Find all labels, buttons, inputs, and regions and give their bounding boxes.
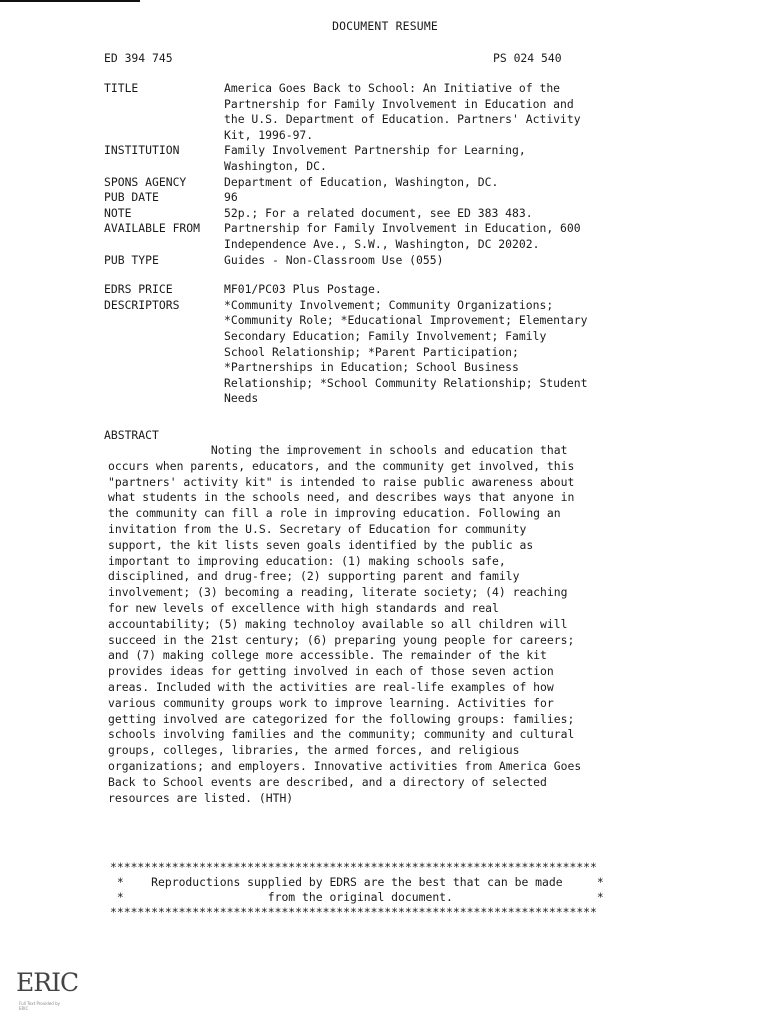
field-value-line: Needs	[224, 391, 259, 406]
field-value-line: Guides - Non-Classroom Use (055)	[224, 252, 444, 267]
metadata-field	[104, 190, 664, 206]
field-value	[224, 190, 664, 206]
field-label: TITLE	[104, 81, 139, 95]
field-value-line: Kit, 1996-97.	[224, 127, 314, 142]
eric-logo-tagline: Full Text Provided by ERIC	[19, 1001, 61, 1011]
abstract-line: "partners' activity kit" is intended to raise public awareness about	[108, 474, 575, 489]
field-value-line: Independence Ave., S.W., Washington, DC 20202.	[224, 236, 540, 251]
abstract-line: occurs when parents, educators, and the community get involved, this	[108, 458, 575, 473]
abstract-line: groups, colleges, libraries, the armed forces, and religious	[108, 743, 520, 758]
document-heading: DOCUMENT RESUME	[332, 19, 438, 33]
abstract-line: provides ideas for getting involved in each of those seven action	[108, 664, 554, 679]
field-label: SPONS AGENCY	[104, 174, 187, 189]
field-value-line: 52p.; For a related document, see ED 383 483.	[224, 205, 533, 220]
abstract-line: what students in the schools need, and describes ways that anyone in	[108, 490, 575, 505]
field-value	[224, 143, 664, 174]
field-value-line: Secondary Education; Family Involvement; Family	[224, 328, 547, 343]
metadata-field	[104, 175, 664, 191]
field-value	[224, 282, 664, 298]
abstract-line: schools involving families and the community; community and cultural	[108, 727, 575, 742]
abstract-line: succeed in the 21st century; (6) preparing young people for careers;	[108, 632, 575, 647]
field-value	[224, 298, 664, 407]
metadata-field	[104, 206, 664, 222]
notice-line: ***********************************************************************	[110, 905, 597, 919]
field-label: PUB DATE	[104, 190, 159, 205]
field-value-line: Partnership for Family Involvement in Education and	[224, 96, 574, 111]
abstract-line: disciplined, and drug-free; (2) supporting parent and family	[108, 569, 520, 584]
metadata-field	[104, 298, 664, 407]
abstract-line: involvement; (3) becoming a reading, literate society; (4) reaching	[108, 585, 568, 600]
field-value	[224, 221, 664, 252]
field-value-line: Family Involvement Partnership for Learning,	[224, 143, 526, 158]
field-label: EDRS PRICE	[104, 282, 173, 297]
field-value-line: Department of Education, Washington, DC.	[224, 174, 499, 189]
field-value-line: *Partnerships in Education; School Business	[224, 360, 519, 375]
metadata-field	[104, 221, 664, 252]
field-label: PUB TYPE	[104, 252, 159, 267]
abstract-line: and (7) making college more accessible. The remainder of the kit	[108, 648, 547, 663]
metadata-field	[104, 282, 664, 298]
field-value-line: MF01/PC03 Plus Postage.	[224, 282, 382, 297]
field-value	[224, 253, 664, 269]
notice-line: * Reproductions supplied by EDRS are the best that can be made *	[110, 875, 604, 889]
ps-number: PS 024 540	[493, 51, 562, 65]
reproduction-notice-box	[110, 860, 604, 920]
metadata-field	[104, 253, 664, 269]
notice-line: ***********************************************************************	[110, 860, 597, 874]
field-value-line: America Goes Back to School: An Initiative of the	[224, 81, 561, 95]
field-value-line: *Community Role; *Educational Improvement; Elementary	[224, 313, 588, 328]
field-value-line: 96	[224, 190, 238, 205]
abstract-line: Back to School events are described, and a directory of selected	[108, 774, 547, 789]
field-value-line: *Community Involvement; Community Organizations;	[224, 297, 554, 312]
top-scan-bar	[0, 0, 140, 2]
field-value	[224, 81, 664, 143]
field-label: DESCRIPTORS	[104, 297, 180, 312]
field-label: NOTE	[104, 205, 132, 220]
abstract-line: areas. Included with the activities are real-life examples of how	[108, 679, 554, 694]
abstract-text	[108, 443, 581, 806]
field-value-line: School Relationship; *Parent Participation;	[224, 344, 519, 359]
field-spacer	[104, 268, 664, 282]
abstract-line: the community can fill a role in improving education. Following an	[108, 506, 561, 521]
field-value-line: the U.S. Department of Education. Partners' Activity	[224, 112, 581, 127]
metadata-field	[104, 81, 664, 143]
eric-logo	[16, 968, 79, 1016]
abstract-line: Noting the improvement in schools and education that	[108, 443, 568, 457]
metadata-fields	[104, 81, 664, 407]
field-value-line: Relationship; *School Community Relationship; Student	[224, 375, 588, 390]
notice-line: * from the original document. *	[110, 890, 604, 904]
ed-number: ED 394 745	[104, 51, 173, 65]
abstract-line: support, the kit lists seven goals identified by the public as	[108, 537, 534, 552]
field-value-line: Partnership for Family Involvement in Education, 600	[224, 221, 581, 236]
abstract-line: resources are listed. (HTH)	[108, 790, 294, 805]
abstract-line: getting involved are categorized for the following groups: families;	[108, 711, 575, 726]
field-value	[224, 206, 664, 222]
eric-logo-text: ERIC	[16, 968, 79, 997]
abstract-line: organizations; and employers. Innovative activities from America Goes	[108, 758, 582, 773]
abstract-label: ABSTRACT	[104, 428, 159, 442]
field-value	[224, 175, 664, 191]
abstract-line: for new levels of excellence with high standards and real	[108, 600, 499, 615]
field-label: INSTITUTION	[104, 143, 180, 158]
field-label: AVAILABLE FROM	[104, 221, 201, 236]
abstract-line: important to improving education: (1) making schools safe,	[108, 553, 506, 568]
abstract-line: various community groups work to improve learning. Activities for	[108, 695, 554, 710]
field-value-line: Washington, DC.	[224, 158, 327, 173]
abstract-line: accountability; (5) making technoloy available so all children will	[108, 616, 568, 631]
metadata-field	[104, 143, 664, 174]
abstract-line: invitation from the U.S. Secretary of Education for community	[108, 521, 527, 536]
